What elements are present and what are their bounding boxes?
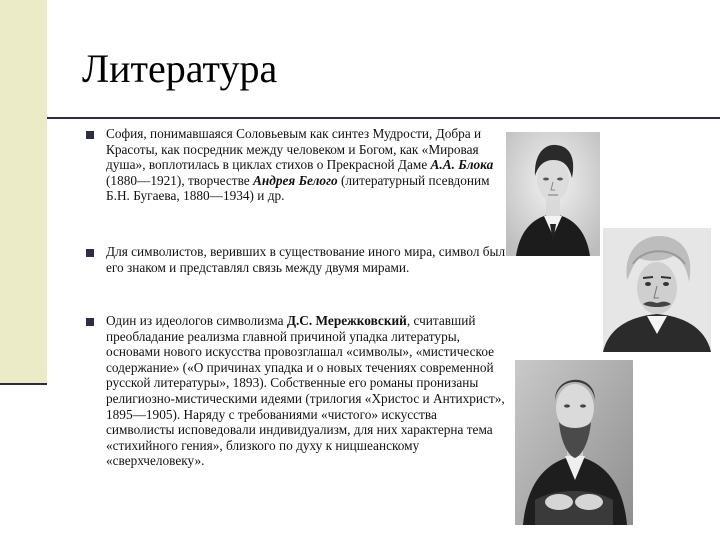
decorative-side-band <box>0 0 47 383</box>
paragraph-text: Один из идеологов символизма <box>106 313 287 328</box>
title-divider <box>47 117 720 119</box>
writer-name-merezhkovsky: Д.С. Мережковский <box>286 313 407 328</box>
paragraph-text: , считавший преобладание реализма главной причиной упадка литературы, основами нового искусства провозглашал «символы», «мистическое содержание» («О причинах упадка и о новых течениях современной русской литературы», 1893). Собственные его романы пронизаны религиозно-мистическими идеями (трилогия «Христос и Антихрист», 1895—1905). Наряду с требованиями «чистого» искусства символисты исповедовали индивидуализм, для них характерна тема «стихийного гения», близкого по духу к ницшеанскому «сверхчеловеку». <box>106 313 505 469</box>
square-bullet-icon <box>86 318 94 326</box>
portrait-photo-blok <box>506 132 600 256</box>
poet-name-blok: А.А. Блока <box>430 157 494 173</box>
square-bullet-icon <box>86 131 94 139</box>
portrait-photo-merezhkovsky <box>515 360 633 525</box>
paragraph-text: (1880—1921), творчестве <box>106 172 254 188</box>
square-bullet-icon <box>86 249 94 257</box>
decorative-side-rule <box>0 383 47 385</box>
paragraph-text: Для символистов, веривших в существование иного мира, символ был его знаком и представлял связь между двумя мирами. <box>106 244 506 275</box>
paragraph-text: (литературный псевдоним Б.Н. Бугаева, 1880—1934) и др. <box>106 172 490 204</box>
slide-title: Литература <box>82 46 278 91</box>
portrait-photo-bely <box>603 228 711 352</box>
paragraph-text: София, понимавшаяся Соловьевым как синтез Мудрости, Добра и Красоты, как посредник между человеком и Богом, как «Мировая душа», воплотилась в циклах стихов о Прекрасной Даме <box>106 126 482 173</box>
paragraph-merezhkovsky <box>106 313 506 469</box>
paragraph-blok-bely <box>106 126 506 204</box>
poet-name-bely: Андрея Белого <box>253 172 338 188</box>
paragraph-symbol <box>106 244 506 275</box>
